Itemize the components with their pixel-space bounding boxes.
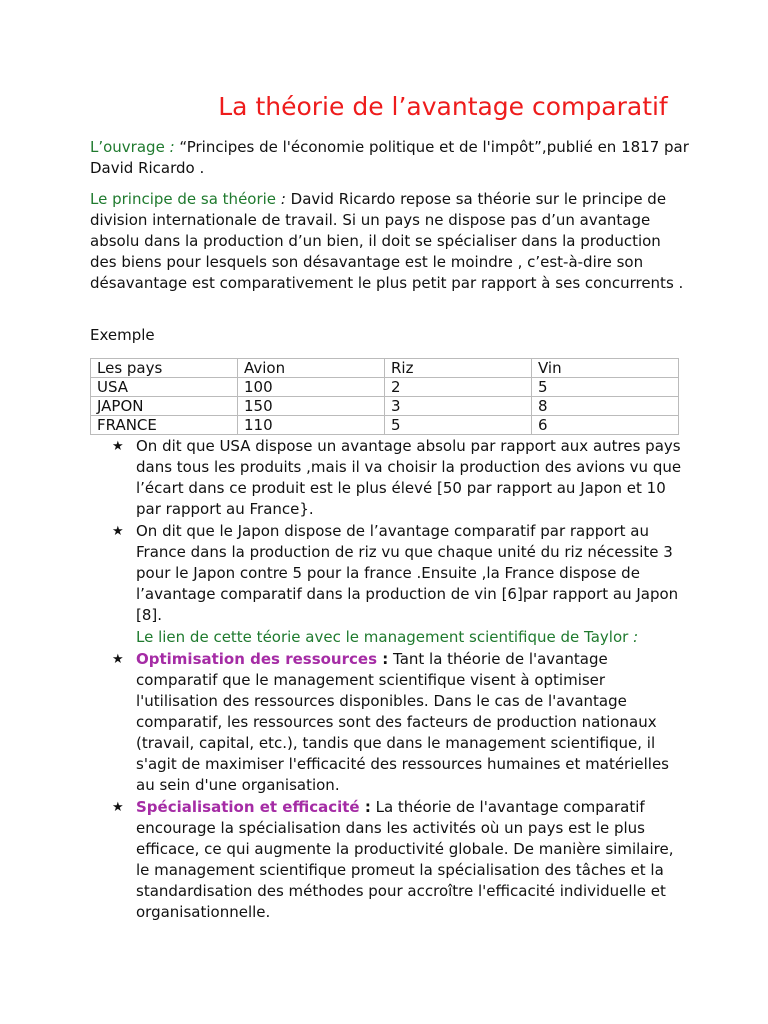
table-cell: FRANCE <box>91 416 238 435</box>
list-item <box>90 521 682 626</box>
table-cell: 3 <box>385 397 532 416</box>
table-cell: 8 <box>532 397 679 416</box>
taylor-label: Le lien de cette téorie avec le management scientifique de Taylor <box>136 628 629 646</box>
principe-colon: : <box>276 190 286 208</box>
table-header-cell: Avion <box>238 359 385 378</box>
table-cell: 110 <box>238 416 385 435</box>
bullet-heading: Spécialisation et efficacité <box>136 798 360 816</box>
bullet-list <box>90 436 682 924</box>
bullet-text: On dit que USA dispose un avantage absolu par rapport aux autres pays dans tous les produits ,mais il va choisir la production des avions vu que l’écart dans ce produit est le plus élevé [50 par rapport au Japon et 10 par rapport au France}. <box>136 437 682 518</box>
ouvrage-paragraph <box>90 137 690 179</box>
table-cell: 5 <box>385 416 532 435</box>
bullet-text: Tant la théorie de l'avantage comparatif que le management scientifique visent à optimiser l'utilisation des ressources disponibles. Dans le cas de l'avantage comparatif, les ressources sont des facteurs de production nationaux (travail, capital, etc.), tandis que dans le management scientifique, il s'agit de maximiser l'efficacité des ressources humaines et matérielles au sein d'une organisation. <box>136 650 669 794</box>
principe-label: Le principe de sa théorie <box>90 190 277 208</box>
bullet-text: On dit que le Japon dispose de l’avantage comparatif par rapport au France dans la production de riz vu que chaque unité du riz nécessite 3 pour le Japon contre 5 pour la france .Ensuite ,la France dispose de l’avantage comparatif dans la production de vin [6]par rapport au Japon [8]. <box>136 522 679 624</box>
table-header-cell: Vin <box>532 359 679 378</box>
table-cell: 2 <box>385 378 532 397</box>
table-cell: 150 <box>238 397 385 416</box>
bullet-text: La théorie de l'avantage comparatif encourage la spécialisation dans les activités où un pays est le plus efficace, ce qui augmente la productivité globale. De manière similaire, le management scientifique promeut la spécialisation des tâches et la standardisation des méthodes pour accroître l'efficacité individuelle et organisationnelle. <box>136 798 674 921</box>
list-item <box>90 436 682 520</box>
table-row <box>91 397 679 416</box>
star-bullet-icon: ★ <box>112 524 124 539</box>
principe-text: David Ricardo repose sa théorie sur le principe de division internationale de travail. Si un pays ne dispose pas d’un avantage absolu dans la production d’un bien, il doit se spécialiser dans la production des biens pour lesquels son désavantage est le moindre , c’est-à-dire son désavantage est comparativement le plus petit par rapport à ses concurrents . <box>90 190 684 292</box>
ouvrage-text: “Principes de l'économie politique et de l'impôt”,publié en 1817 par David Ricardo . <box>90 138 689 177</box>
star-bullet-icon: ★ <box>112 800 124 815</box>
taylor-heading <box>90 627 682 648</box>
page-title: La théorie de l’avantage comparatif <box>218 92 668 121</box>
exemple-label: Exemple <box>90 326 155 344</box>
table-row <box>91 378 679 397</box>
table-cell: JAPON <box>91 397 238 416</box>
table-header-row <box>91 359 679 378</box>
ouvrage-colon: : <box>164 138 175 156</box>
example-table <box>90 358 679 435</box>
table-cell: USA <box>91 378 238 397</box>
table-cell: 6 <box>532 416 679 435</box>
star-bullet-icon: ★ <box>112 439 124 454</box>
table-cell: 100 <box>238 378 385 397</box>
table-header-cell: Les pays <box>91 359 238 378</box>
bullet-colon: : <box>377 650 389 668</box>
table-header-cell: Riz <box>385 359 532 378</box>
star-bullet-icon: ★ <box>112 652 124 667</box>
list-item <box>90 649 682 796</box>
taylor-colon: : <box>628 628 639 646</box>
principe-paragraph <box>90 189 690 294</box>
table-row <box>91 416 679 435</box>
table-cell: 5 <box>532 378 679 397</box>
bullet-colon: : <box>359 798 371 816</box>
list-item <box>90 797 682 923</box>
ouvrage-label: L’ouvrage <box>90 138 165 156</box>
bullet-heading: Optimisation des ressources <box>136 650 378 668</box>
